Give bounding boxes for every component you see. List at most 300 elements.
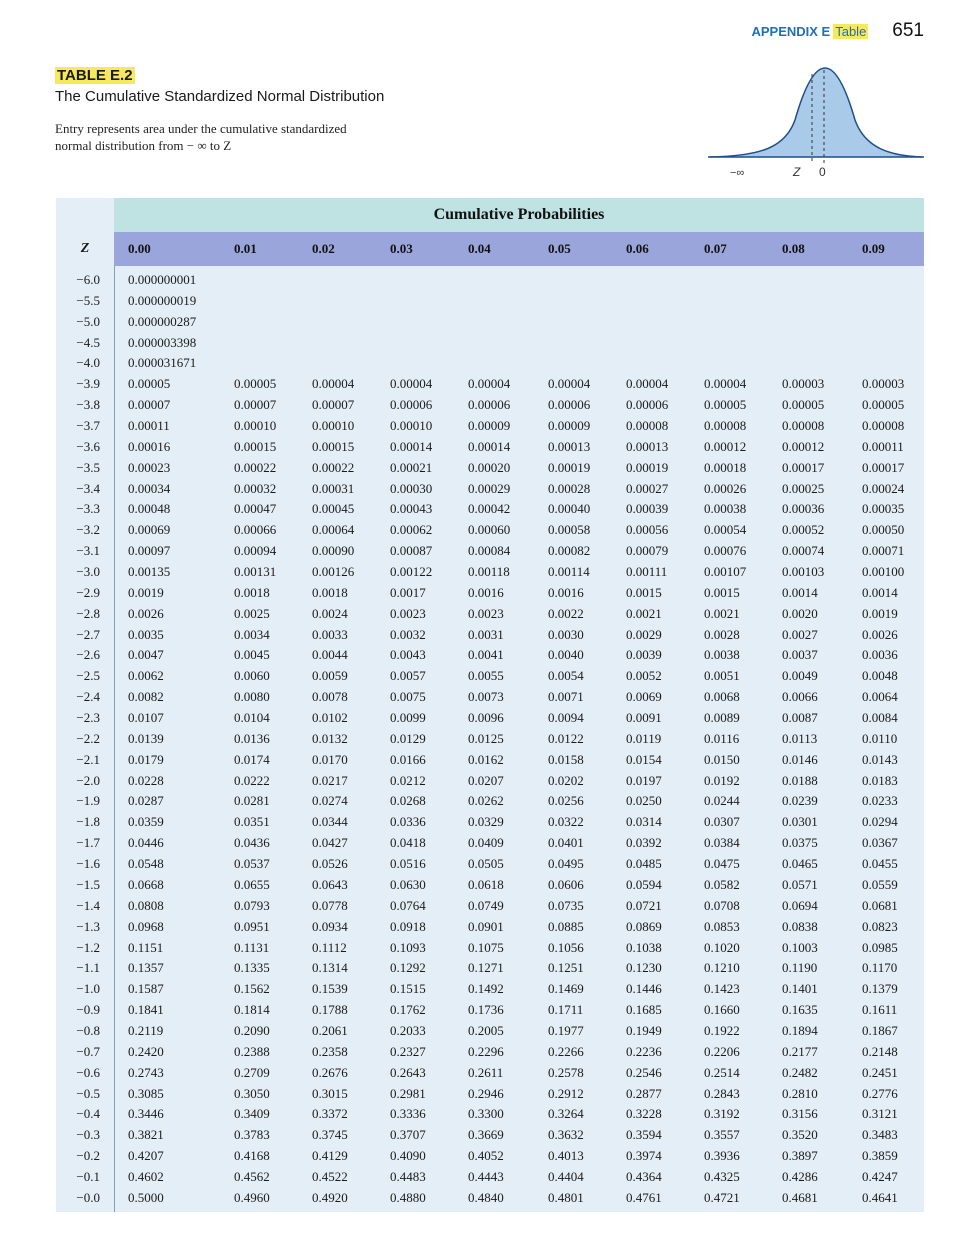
probability-cell: 0.2327 bbox=[390, 1043, 426, 1059]
probability-cell: 0.0655 bbox=[234, 876, 270, 892]
probability-cell: 0.4801 bbox=[548, 1189, 584, 1205]
probability-cell: 0.4602 bbox=[128, 1168, 164, 1184]
probability-cell: 0.0367 bbox=[862, 835, 898, 851]
probability-cell: 0.3974 bbox=[626, 1148, 662, 1164]
table-row bbox=[56, 479, 924, 500]
z-value: −6.0 bbox=[76, 272, 100, 287]
probability-cell: 0.1170 bbox=[862, 960, 898, 976]
probability-cell: 0.00006 bbox=[468, 397, 511, 413]
probability-cell: 0.0034 bbox=[234, 626, 270, 642]
probability-cell: 0.0113 bbox=[782, 730, 818, 746]
probability-cell: 0.00005 bbox=[862, 397, 905, 413]
z-value: −3.4 bbox=[76, 480, 100, 496]
probability-cell: 0.0256 bbox=[548, 793, 584, 809]
probability-cell: 0.0344 bbox=[312, 814, 348, 830]
probability-cell: 0.2451 bbox=[862, 1064, 898, 1080]
probability-cell: 0.000000019 bbox=[128, 292, 197, 308]
z-value: −0.5 bbox=[76, 1085, 100, 1101]
probability-cell: 0.1894 bbox=[782, 1022, 818, 1038]
probability-cell: 0.00031 bbox=[312, 480, 355, 496]
probability-cell: 0.4168 bbox=[234, 1148, 270, 1164]
probability-cell: 0.0808 bbox=[128, 897, 164, 913]
table-row bbox=[56, 958, 924, 979]
probability-cell: 0.00022 bbox=[234, 459, 277, 475]
normal-curve-diagram bbox=[700, 60, 930, 185]
probability-cell: 0.4562 bbox=[234, 1168, 270, 1184]
probability-cell: 0.1020 bbox=[704, 939, 740, 955]
probability-cell: 0.0087 bbox=[782, 710, 818, 726]
probability-cell: 0.0110 bbox=[862, 730, 898, 746]
table-row bbox=[56, 499, 924, 520]
probability-cell: 0.0594 bbox=[626, 876, 662, 892]
probability-cell: 0.0143 bbox=[862, 751, 898, 767]
probability-cell: 0.000000287 bbox=[128, 313, 197, 329]
probability-cell: 0.00056 bbox=[626, 522, 669, 538]
table-row bbox=[56, 1125, 924, 1146]
probability-cell: 0.0036 bbox=[862, 647, 898, 663]
probability-cell: 0.4761 bbox=[626, 1189, 662, 1205]
section-label: Table bbox=[835, 24, 867, 39]
probability-cell: 0.2420 bbox=[128, 1043, 164, 1059]
probability-cell: 0.00005 bbox=[782, 397, 825, 413]
probability-cell: 0.0170 bbox=[312, 751, 348, 767]
probability-cell: 0.0073 bbox=[468, 689, 504, 705]
column-header: 0.07 bbox=[704, 241, 727, 256]
probability-cell: 0.00023 bbox=[128, 459, 171, 475]
table-row bbox=[56, 875, 924, 896]
table-row bbox=[56, 291, 924, 312]
probability-cell: 0.4129 bbox=[312, 1148, 348, 1164]
z-value: −2.3 bbox=[76, 710, 100, 726]
probability-cell: 0.1685 bbox=[626, 1002, 662, 1018]
table-row bbox=[56, 750, 924, 771]
probability-cell: 0.2912 bbox=[548, 1085, 584, 1101]
probability-cell: 0.0025 bbox=[234, 605, 270, 621]
probability-cell: 0.00013 bbox=[626, 438, 669, 454]
entry-note bbox=[55, 120, 435, 154]
z-value: −1.3 bbox=[76, 918, 100, 934]
probability-cell: 0.3085 bbox=[128, 1085, 164, 1101]
probability-cell: 0.0694 bbox=[782, 897, 818, 913]
probability-cell: 0.0174 bbox=[234, 751, 270, 767]
probability-cell: 0.1131 bbox=[234, 939, 270, 955]
table-row bbox=[56, 854, 924, 875]
probability-cell: 0.4960 bbox=[234, 1189, 270, 1205]
probability-cell: 0.00076 bbox=[704, 543, 747, 559]
table-row bbox=[56, 458, 924, 479]
probability-cell: 0.00015 bbox=[234, 438, 277, 454]
probability-cell: 0.00004 bbox=[704, 376, 747, 392]
probability-cell: 0.0643 bbox=[312, 876, 348, 892]
probability-cell: 0.0032 bbox=[390, 626, 426, 642]
probability-cell: 0.00131 bbox=[234, 564, 277, 580]
probability-cell: 0.00064 bbox=[312, 522, 355, 538]
probability-cell: 0.1056 bbox=[548, 939, 584, 955]
probability-cell: 0.0274 bbox=[312, 793, 348, 809]
probability-cell: 0.0026 bbox=[862, 626, 898, 642]
probability-cell: 0.4090 bbox=[390, 1148, 426, 1164]
probability-cell: 0.0197 bbox=[626, 772, 662, 788]
table-row bbox=[56, 541, 924, 562]
z-label: Z bbox=[793, 165, 801, 179]
entry-note-line-2: normal distribution from − ∞ to Z bbox=[55, 138, 232, 153]
table-row bbox=[56, 645, 924, 666]
table-row bbox=[56, 416, 924, 437]
probability-cell: 0.0455 bbox=[862, 856, 898, 872]
probability-cell: 0.0054 bbox=[548, 668, 584, 684]
probability-cell: 0.0351 bbox=[234, 814, 270, 830]
probability-cell: 0.1469 bbox=[548, 981, 584, 997]
probability-cell: 0.0041 bbox=[468, 647, 504, 663]
probability-cell: 0.3669 bbox=[468, 1127, 504, 1143]
probability-cell: 0.0066 bbox=[782, 689, 818, 705]
probability-cell: 0.0094 bbox=[548, 710, 584, 726]
table-row bbox=[56, 1042, 924, 1063]
probability-cell: 0.0099 bbox=[390, 710, 426, 726]
probability-cell: 0.0582 bbox=[704, 876, 740, 892]
z-value: −1.2 bbox=[76, 939, 100, 955]
z-value: −0.0 bbox=[76, 1189, 100, 1205]
probability-cell: 0.0322 bbox=[548, 814, 584, 830]
probability-cell: 0.0485 bbox=[626, 856, 662, 872]
z-value: −2.0 bbox=[76, 772, 100, 788]
z-value: −3.6 bbox=[76, 438, 100, 454]
probability-cell: 0.0918 bbox=[390, 918, 426, 934]
probability-cell: 0.2061 bbox=[312, 1022, 348, 1038]
table-row bbox=[56, 791, 924, 812]
probability-cell: 0.3372 bbox=[312, 1106, 348, 1122]
probability-cell: 0.1112 bbox=[312, 939, 347, 955]
z-value: −1.4 bbox=[76, 897, 100, 913]
probability-cell: 0.0228 bbox=[128, 772, 164, 788]
probability-cell: 0.1190 bbox=[782, 960, 818, 976]
probability-cell: 0.2676 bbox=[312, 1064, 348, 1080]
probability-cell: 0.0026 bbox=[128, 605, 164, 621]
z-value: −0.8 bbox=[76, 1022, 100, 1038]
z-value: −2.7 bbox=[76, 626, 100, 642]
table-body bbox=[56, 270, 924, 1209]
probability-cell: 0.4880 bbox=[390, 1189, 426, 1205]
probability-cell: 0.0044 bbox=[312, 647, 348, 663]
probability-cell: 0.0281 bbox=[234, 793, 270, 809]
probability-cell: 0.4483 bbox=[390, 1168, 426, 1184]
table-row bbox=[56, 625, 924, 646]
probability-cell: 0.00062 bbox=[390, 522, 433, 538]
probability-cell: 0.00008 bbox=[626, 418, 669, 434]
probability-cell: 0.3446 bbox=[128, 1106, 164, 1122]
probability-cell: 0.0778 bbox=[312, 897, 348, 913]
probability-cell: 0.2177 bbox=[782, 1043, 818, 1059]
z-value: −5.0 bbox=[76, 313, 100, 329]
probability-cell: 0.4443 bbox=[468, 1168, 504, 1184]
probability-cell: 0.2643 bbox=[390, 1064, 426, 1080]
probability-cell: 0.00006 bbox=[548, 397, 591, 413]
probability-cell: 0.00015 bbox=[312, 438, 355, 454]
probability-cell: 0.4364 bbox=[626, 1168, 662, 1184]
probability-cell: 0.00004 bbox=[312, 376, 355, 392]
probability-cell: 0.0885 bbox=[548, 918, 584, 934]
z-value: −0.6 bbox=[76, 1064, 100, 1080]
probability-cell: 0.0314 bbox=[626, 814, 662, 830]
probability-cell: 0.00030 bbox=[390, 480, 433, 496]
table-label: TABLE E.2 bbox=[57, 67, 133, 84]
probability-cell: 0.3156 bbox=[782, 1106, 818, 1122]
probability-cell: 0.00018 bbox=[704, 459, 747, 475]
probability-cell: 0.0951 bbox=[234, 918, 270, 934]
probability-cell: 0.0048 bbox=[862, 668, 898, 684]
probability-cell: 0.1492 bbox=[468, 981, 504, 997]
probability-cell: 0.00014 bbox=[468, 438, 511, 454]
curve-shaded-area bbox=[710, 68, 922, 157]
z-value: −3.7 bbox=[76, 418, 100, 434]
probability-cell: 0.0084 bbox=[862, 710, 898, 726]
probability-cell: 0.00013 bbox=[548, 438, 591, 454]
probability-cell: 0.3520 bbox=[782, 1127, 818, 1143]
probability-cell: 0.00122 bbox=[390, 564, 433, 580]
probability-cell: 0.0051 bbox=[704, 668, 740, 684]
probability-cell: 0.0119 bbox=[626, 730, 662, 746]
probability-cell: 0.2578 bbox=[548, 1064, 584, 1080]
z-value: −1.0 bbox=[76, 981, 100, 997]
probability-cell: 0.0708 bbox=[704, 897, 740, 913]
probability-cell: 0.0516 bbox=[390, 856, 426, 872]
z-value: −1.1 bbox=[76, 960, 100, 976]
page-header bbox=[751, 20, 924, 42]
probability-cell: 0.1210 bbox=[704, 960, 740, 976]
probability-cell: 0.0028 bbox=[704, 626, 740, 642]
probability-cell: 0.2090 bbox=[234, 1022, 270, 1038]
probability-cell: 0.2776 bbox=[862, 1085, 898, 1101]
probability-cell: 0.0075 bbox=[390, 689, 426, 705]
probability-cell: 0.00118 bbox=[468, 564, 510, 580]
probability-cell: 0.00004 bbox=[468, 376, 511, 392]
probability-cell: 0.00054 bbox=[704, 522, 747, 538]
column-header: 0.08 bbox=[782, 241, 805, 256]
probability-cell: 0.1357 bbox=[128, 960, 164, 976]
column-header: 0.02 bbox=[312, 241, 335, 256]
probability-cell: 0.0040 bbox=[548, 647, 584, 663]
probability-cell: 0.0023 bbox=[390, 605, 426, 621]
probability-cell: 0.3228 bbox=[626, 1106, 662, 1122]
probability-cell: 0.0735 bbox=[548, 897, 584, 913]
probability-cell: 0.3707 bbox=[390, 1127, 426, 1143]
probability-cell: 0.00043 bbox=[390, 501, 433, 517]
table-row bbox=[56, 771, 924, 792]
probability-cell: 0.2206 bbox=[704, 1043, 740, 1059]
z-value: −2.1 bbox=[76, 751, 100, 767]
probability-cell: 0.0793 bbox=[234, 897, 270, 913]
probability-cell: 0.0037 bbox=[782, 647, 818, 663]
probability-cell: 0.0021 bbox=[704, 605, 740, 621]
probability-cell: 0.00024 bbox=[862, 480, 905, 496]
probability-cell: 0.0107 bbox=[128, 710, 164, 726]
table-row bbox=[56, 812, 924, 833]
probability-cell: 0.00010 bbox=[234, 418, 277, 434]
z-value: −5.5 bbox=[76, 292, 100, 308]
probability-cell: 0.0202 bbox=[548, 772, 584, 788]
probability-cell: 0.00035 bbox=[862, 501, 905, 517]
probability-cell: 0.0764 bbox=[390, 897, 426, 913]
z-value: −1.9 bbox=[76, 793, 100, 809]
probability-cell: 0.0021 bbox=[626, 605, 662, 621]
probability-cell: 0.0250 bbox=[626, 793, 662, 809]
probability-cell: 0.2296 bbox=[468, 1043, 504, 1059]
z-value: −3.2 bbox=[76, 522, 100, 538]
probability-cell: 0.0427 bbox=[312, 835, 348, 851]
table-row bbox=[56, 666, 924, 687]
probability-cell: 0.0049 bbox=[782, 668, 818, 684]
probability-cell: 0.00047 bbox=[234, 501, 277, 517]
probability-cell: 0.0023 bbox=[468, 605, 504, 621]
table-row bbox=[56, 687, 924, 708]
probability-cell: 0.00032 bbox=[234, 480, 277, 496]
cumulative-probabilities-header: Cumulative Probabilities bbox=[114, 198, 924, 232]
probability-cell: 0.0139 bbox=[128, 730, 164, 746]
probability-cell: 0.00006 bbox=[390, 397, 433, 413]
z-value: −3.9 bbox=[76, 376, 100, 392]
table-row bbox=[56, 833, 924, 854]
probability-cell: 0.2236 bbox=[626, 1043, 662, 1059]
z-value: −4.0 bbox=[76, 355, 100, 371]
probability-cell: 0.0401 bbox=[548, 835, 584, 851]
z-value: −0.1 bbox=[76, 1168, 100, 1184]
table-row bbox=[56, 1021, 924, 1042]
probability-cell: 0.0096 bbox=[468, 710, 504, 726]
probability-cell: 0.00005 bbox=[234, 376, 277, 392]
probability-cell: 0.4641 bbox=[862, 1189, 898, 1205]
probability-cell: 0.00009 bbox=[548, 418, 591, 434]
column-header: 0.00 bbox=[128, 241, 151, 256]
column-header: 0.04 bbox=[468, 241, 491, 256]
probability-cell: 0.00039 bbox=[626, 501, 669, 517]
probability-cell: 0.0329 bbox=[468, 814, 504, 830]
probability-cell: 0.1075 bbox=[468, 939, 504, 955]
table-row bbox=[56, 896, 924, 917]
probability-cell: 0.0436 bbox=[234, 835, 270, 851]
probability-cell: 0.0033 bbox=[312, 626, 348, 642]
probability-cell: 0.0375 bbox=[782, 835, 818, 851]
probability-cell: 0.1314 bbox=[312, 960, 348, 976]
probability-cell: 0.0934 bbox=[312, 918, 348, 934]
table-row bbox=[56, 1146, 924, 1167]
probability-cell: 0.0217 bbox=[312, 772, 348, 788]
neg-inf-label: −∞ bbox=[730, 167, 745, 179]
probability-cell: 0.3783 bbox=[234, 1127, 270, 1143]
z-value: −3.3 bbox=[76, 501, 100, 517]
column-header: 0.01 bbox=[234, 241, 257, 256]
probability-cell: 0.00074 bbox=[782, 543, 825, 559]
probability-cell: 0.00016 bbox=[128, 438, 171, 454]
table-row bbox=[56, 938, 924, 959]
z-value: −3.8 bbox=[76, 397, 100, 413]
table-row bbox=[56, 1000, 924, 1021]
probability-cell: 0.4247 bbox=[862, 1168, 898, 1184]
probability-cell: 0.0016 bbox=[548, 584, 584, 600]
table-row bbox=[56, 437, 924, 458]
probability-cell: 0.1515 bbox=[390, 981, 426, 997]
probability-cell: 0.0057 bbox=[390, 668, 426, 684]
probability-cell: 0.0409 bbox=[468, 835, 504, 851]
probability-cell: 0.3336 bbox=[390, 1106, 426, 1122]
table-row bbox=[56, 395, 924, 416]
probability-cell: 0.00050 bbox=[862, 522, 905, 538]
probability-cell: 0.1446 bbox=[626, 981, 662, 997]
probability-cell: 0.00107 bbox=[704, 564, 747, 580]
probability-cell: 0.3264 bbox=[548, 1106, 584, 1122]
z-value: −0.3 bbox=[76, 1127, 100, 1143]
probability-cell: 0.1736 bbox=[468, 1002, 504, 1018]
probability-cell: 0.0136 bbox=[234, 730, 270, 746]
probability-cell: 0.0022 bbox=[548, 605, 584, 621]
probability-cell: 0.0359 bbox=[128, 814, 164, 830]
table-row bbox=[56, 604, 924, 625]
probability-cell: 0.00009 bbox=[468, 418, 511, 434]
probability-cell: 0.0129 bbox=[390, 730, 426, 746]
probability-cell: 0.0495 bbox=[548, 856, 584, 872]
probability-cell: 0.0166 bbox=[390, 751, 426, 767]
probability-cell: 0.2743 bbox=[128, 1064, 164, 1080]
z-value: −0.4 bbox=[76, 1106, 100, 1122]
probability-cell: 0.4920 bbox=[312, 1189, 348, 1205]
probability-cell: 0.0294 bbox=[862, 814, 898, 830]
z-value: −2.5 bbox=[76, 668, 100, 684]
probability-cell: 0.0188 bbox=[782, 772, 818, 788]
probability-cell: 0.1539 bbox=[312, 981, 348, 997]
probability-cell: 0.0307 bbox=[704, 814, 740, 830]
probability-cell: 0.00071 bbox=[862, 543, 905, 559]
probability-cell: 0.2358 bbox=[312, 1043, 348, 1059]
z-column-header: Z bbox=[80, 241, 90, 256]
probability-cell: 0.0055 bbox=[468, 668, 504, 684]
probability-cell: 0.0968 bbox=[128, 918, 164, 934]
probability-cell: 0.00007 bbox=[234, 397, 277, 413]
column-header-row bbox=[56, 232, 924, 266]
probability-cell: 0.0047 bbox=[128, 647, 164, 663]
probability-cell: 0.1814 bbox=[234, 1002, 270, 1018]
probability-cell: 0.00008 bbox=[862, 418, 905, 434]
probability-cell: 0.3409 bbox=[234, 1106, 270, 1122]
table-row bbox=[56, 312, 924, 333]
probability-cell: 0.2946 bbox=[468, 1085, 504, 1101]
probability-cell: 0.0559 bbox=[862, 876, 898, 892]
probability-cell: 0.00017 bbox=[782, 459, 825, 475]
probability-cell: 0.0122 bbox=[548, 730, 584, 746]
z-value: −2.8 bbox=[76, 605, 100, 621]
probability-cell: 0.0618 bbox=[468, 876, 504, 892]
probability-cell: 0.0853 bbox=[704, 918, 740, 934]
probability-cell: 0.00100 bbox=[862, 564, 905, 580]
table-row bbox=[56, 353, 924, 374]
table-title: The Cumulative Standardized Normal Distribution bbox=[55, 88, 385, 105]
probability-cell: 0.00010 bbox=[312, 418, 355, 434]
probability-cell: 0.00027 bbox=[626, 480, 669, 496]
probability-cell: 0.0183 bbox=[862, 772, 898, 788]
column-header: 0.05 bbox=[548, 241, 571, 256]
probability-cell: 0.0014 bbox=[862, 584, 898, 600]
probability-cell: 0.00029 bbox=[468, 480, 511, 496]
probability-cell: 0.0475 bbox=[704, 856, 740, 872]
probability-cell: 0.1611 bbox=[862, 1002, 898, 1018]
probability-cell: 0.4721 bbox=[704, 1189, 740, 1205]
probability-cell: 0.4840 bbox=[468, 1189, 504, 1205]
probability-cell: 0.1762 bbox=[390, 1002, 426, 1018]
probability-cell: 0.0505 bbox=[468, 856, 504, 872]
probability-cell: 0.4522 bbox=[312, 1168, 348, 1184]
table-row bbox=[56, 270, 924, 291]
probability-cell: 0.0043 bbox=[390, 647, 426, 663]
probability-cell: 0.0104 bbox=[234, 710, 270, 726]
probability-cell: 0.0069 bbox=[626, 689, 662, 705]
